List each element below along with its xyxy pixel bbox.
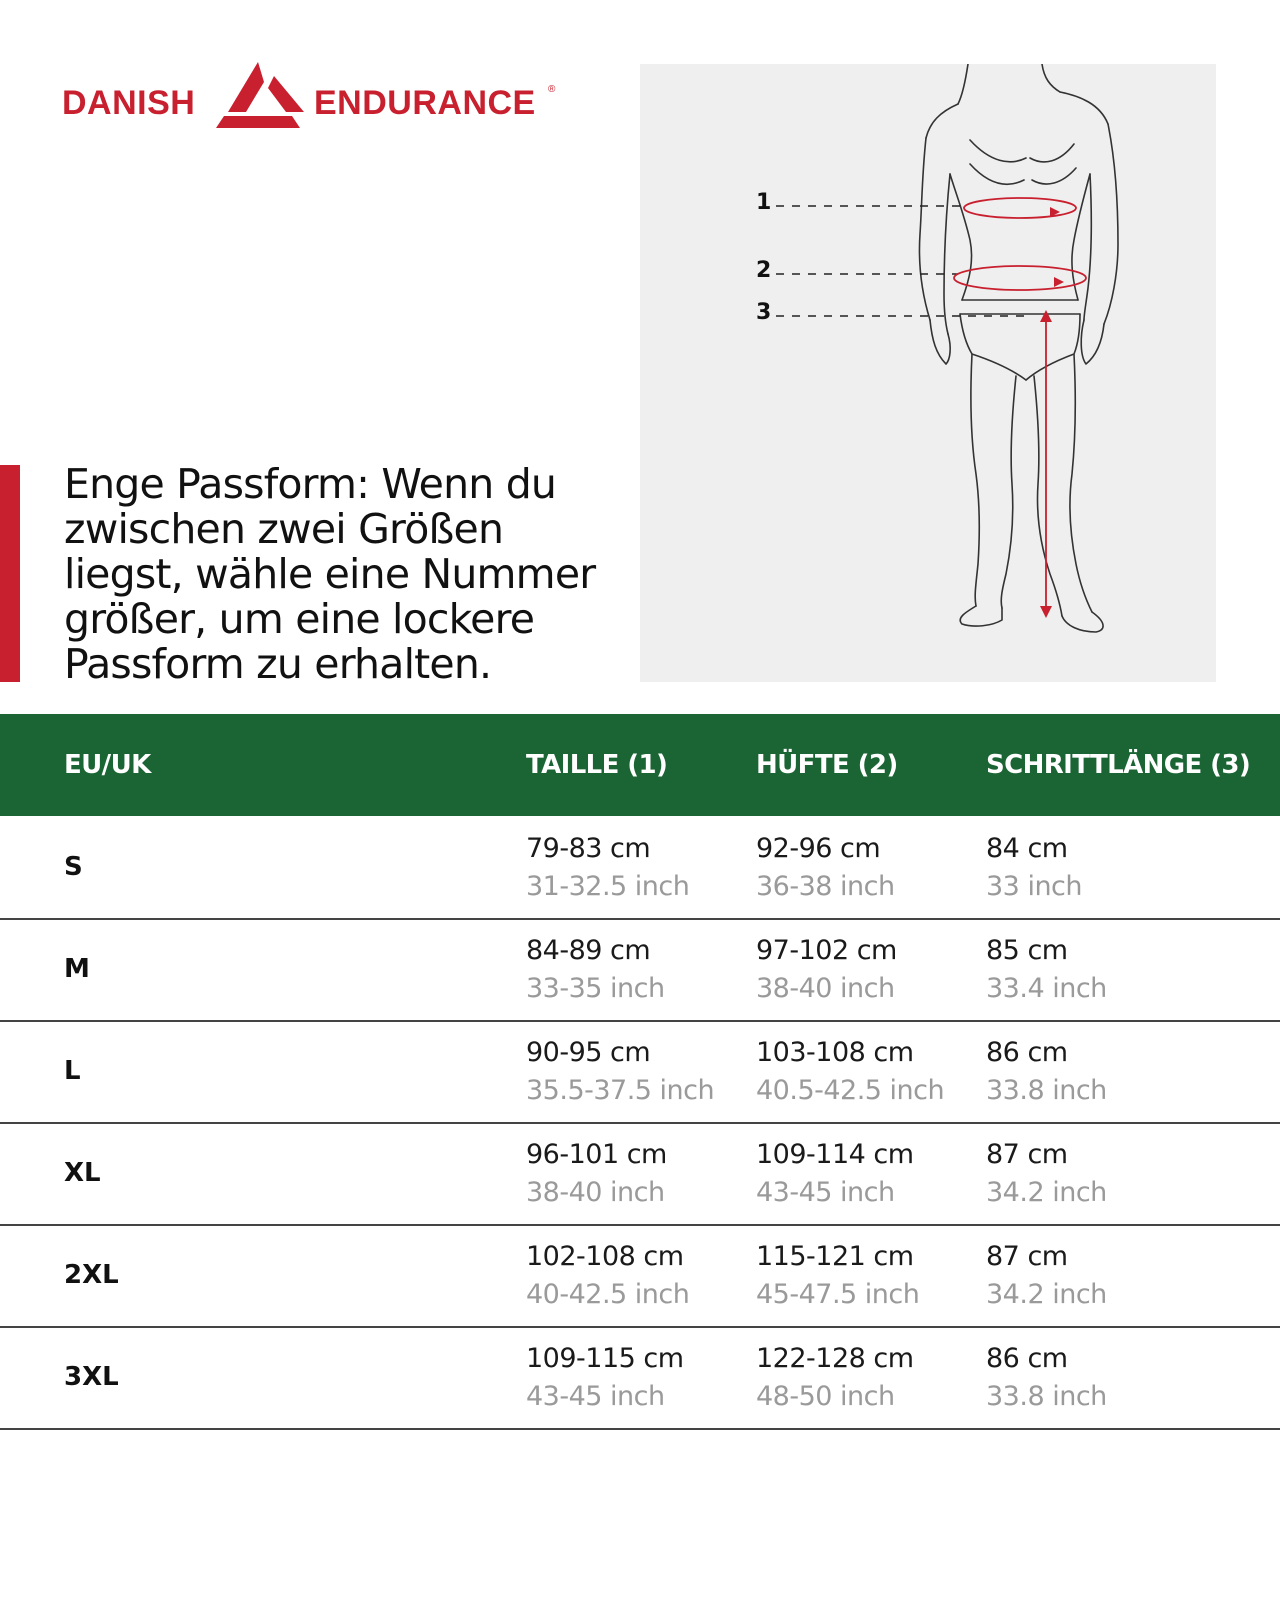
taille-inch: 35.5-37.5 inch — [526, 1075, 715, 1106]
schritt-cm: 86 cm — [986, 1343, 1068, 1374]
huefte-cell — [756, 932, 897, 1008]
huefte-inch: 40.5-42.5 inch — [756, 1075, 945, 1106]
brand-name-left: DANISH — [62, 84, 196, 122]
schritt-cm: 85 cm — [986, 935, 1068, 966]
schritt-cell — [986, 1034, 1107, 1110]
schritt-inch: 33.8 inch — [986, 1075, 1107, 1106]
schritt-inch: 34.2 inch — [986, 1177, 1107, 1208]
huefte-cm: 92-96 cm — [756, 833, 881, 864]
huefte-inch: 36-38 inch — [756, 871, 895, 902]
taille-cell — [526, 932, 665, 1008]
taille-cell — [526, 1340, 684, 1416]
brand-logo — [62, 62, 562, 132]
taille-cm: 84-89 cm — [526, 935, 651, 966]
fit-note: Enge Passform: Wenn du zwischen zwei Größen liegst, wähle eine Nummer größer, um eine lockere Passform zu erhalten. — [64, 460, 596, 688]
huefte-cm: 109-114 cm — [756, 1139, 914, 1170]
huefte-inch: 45-47.5 inch — [756, 1279, 920, 1310]
body-outline-illustration — [640, 64, 1216, 682]
huefte-cell — [756, 1340, 914, 1416]
size-label: 3XL — [64, 1362, 119, 1392]
schritt-cell — [986, 1238, 1107, 1314]
table-row — [0, 1020, 1280, 1124]
taille-cell — [526, 830, 689, 906]
taille-cell — [526, 1034, 714, 1110]
header-taille: TAILLE (1) — [526, 750, 668, 780]
huefte-cm: 103-108 cm — [756, 1037, 914, 1068]
huefte-cell — [756, 830, 895, 906]
huefte-cell — [756, 1136, 914, 1212]
header-schrittlaenge: SCHRITTLÄNGE (3) — [986, 750, 1251, 780]
taille-cm: 79-83 cm — [526, 833, 651, 864]
huefte-inch: 48-50 inch — [756, 1381, 895, 1412]
huefte-cm: 122-128 cm — [756, 1343, 914, 1374]
marker-1: 1 — [756, 190, 772, 215]
taille-inch: 33-35 inch — [526, 973, 665, 1004]
schritt-cell — [986, 932, 1107, 1008]
taille-cm: 96-101 cm — [526, 1139, 667, 1170]
taille-inch: 31-32.5 inch — [526, 871, 690, 902]
mountain-logo-icon — [208, 62, 308, 128]
huefte-cm: 97-102 cm — [756, 935, 897, 966]
huefte-cell — [756, 1034, 944, 1110]
marker-2: 2 — [756, 258, 772, 283]
taille-cm: 90-95 cm — [526, 1037, 651, 1068]
size-label: M — [64, 954, 90, 984]
size-label: L — [64, 1056, 81, 1086]
taille-inch: 43-45 inch — [526, 1381, 665, 1412]
schritt-cell — [986, 1340, 1107, 1416]
taille-inch: 40-42.5 inch — [526, 1279, 690, 1310]
schritt-inch: 34.2 inch — [986, 1279, 1107, 1310]
taille-cell — [526, 1136, 667, 1212]
schritt-cm: 87 cm — [986, 1241, 1068, 1272]
header-eu-uk: EU/UK — [64, 750, 151, 780]
schritt-inch: 33.4 inch — [986, 973, 1107, 1004]
measurement-figure — [640, 64, 1216, 682]
marker-3: 3 — [756, 300, 772, 325]
huefte-inch: 43-45 inch — [756, 1177, 895, 1208]
size-table-header — [0, 714, 1280, 816]
brand-name-right: ENDURANCE — [314, 84, 536, 122]
schritt-cell — [986, 830, 1082, 906]
taille-cell — [526, 1238, 689, 1314]
size-label: XL — [64, 1158, 101, 1188]
schritt-inch: 33 inch — [986, 871, 1083, 902]
schritt-cell — [986, 1136, 1107, 1212]
accent-bar — [0, 465, 20, 682]
registered-mark: ® — [548, 84, 556, 95]
header-huefte: HÜFTE (2) — [756, 750, 898, 780]
table-row — [0, 918, 1280, 1022]
size-label: S — [64, 852, 83, 882]
table-row — [0, 1326, 1280, 1430]
taille-inch: 38-40 inch — [526, 1177, 665, 1208]
schritt-cm: 84 cm — [986, 833, 1068, 864]
huefte-cell — [756, 1238, 919, 1314]
huefte-inch: 38-40 inch — [756, 973, 895, 1004]
table-row — [0, 816, 1280, 920]
table-row — [0, 1122, 1280, 1226]
taille-cm: 109-115 cm — [526, 1343, 684, 1374]
schritt-cm: 87 cm — [986, 1139, 1068, 1170]
table-row — [0, 1224, 1280, 1328]
schritt-inch: 33.8 inch — [986, 1381, 1107, 1412]
schritt-cm: 86 cm — [986, 1037, 1068, 1068]
huefte-cm: 115-121 cm — [756, 1241, 914, 1272]
size-label: 2XL — [64, 1260, 119, 1290]
taille-cm: 102-108 cm — [526, 1241, 684, 1272]
